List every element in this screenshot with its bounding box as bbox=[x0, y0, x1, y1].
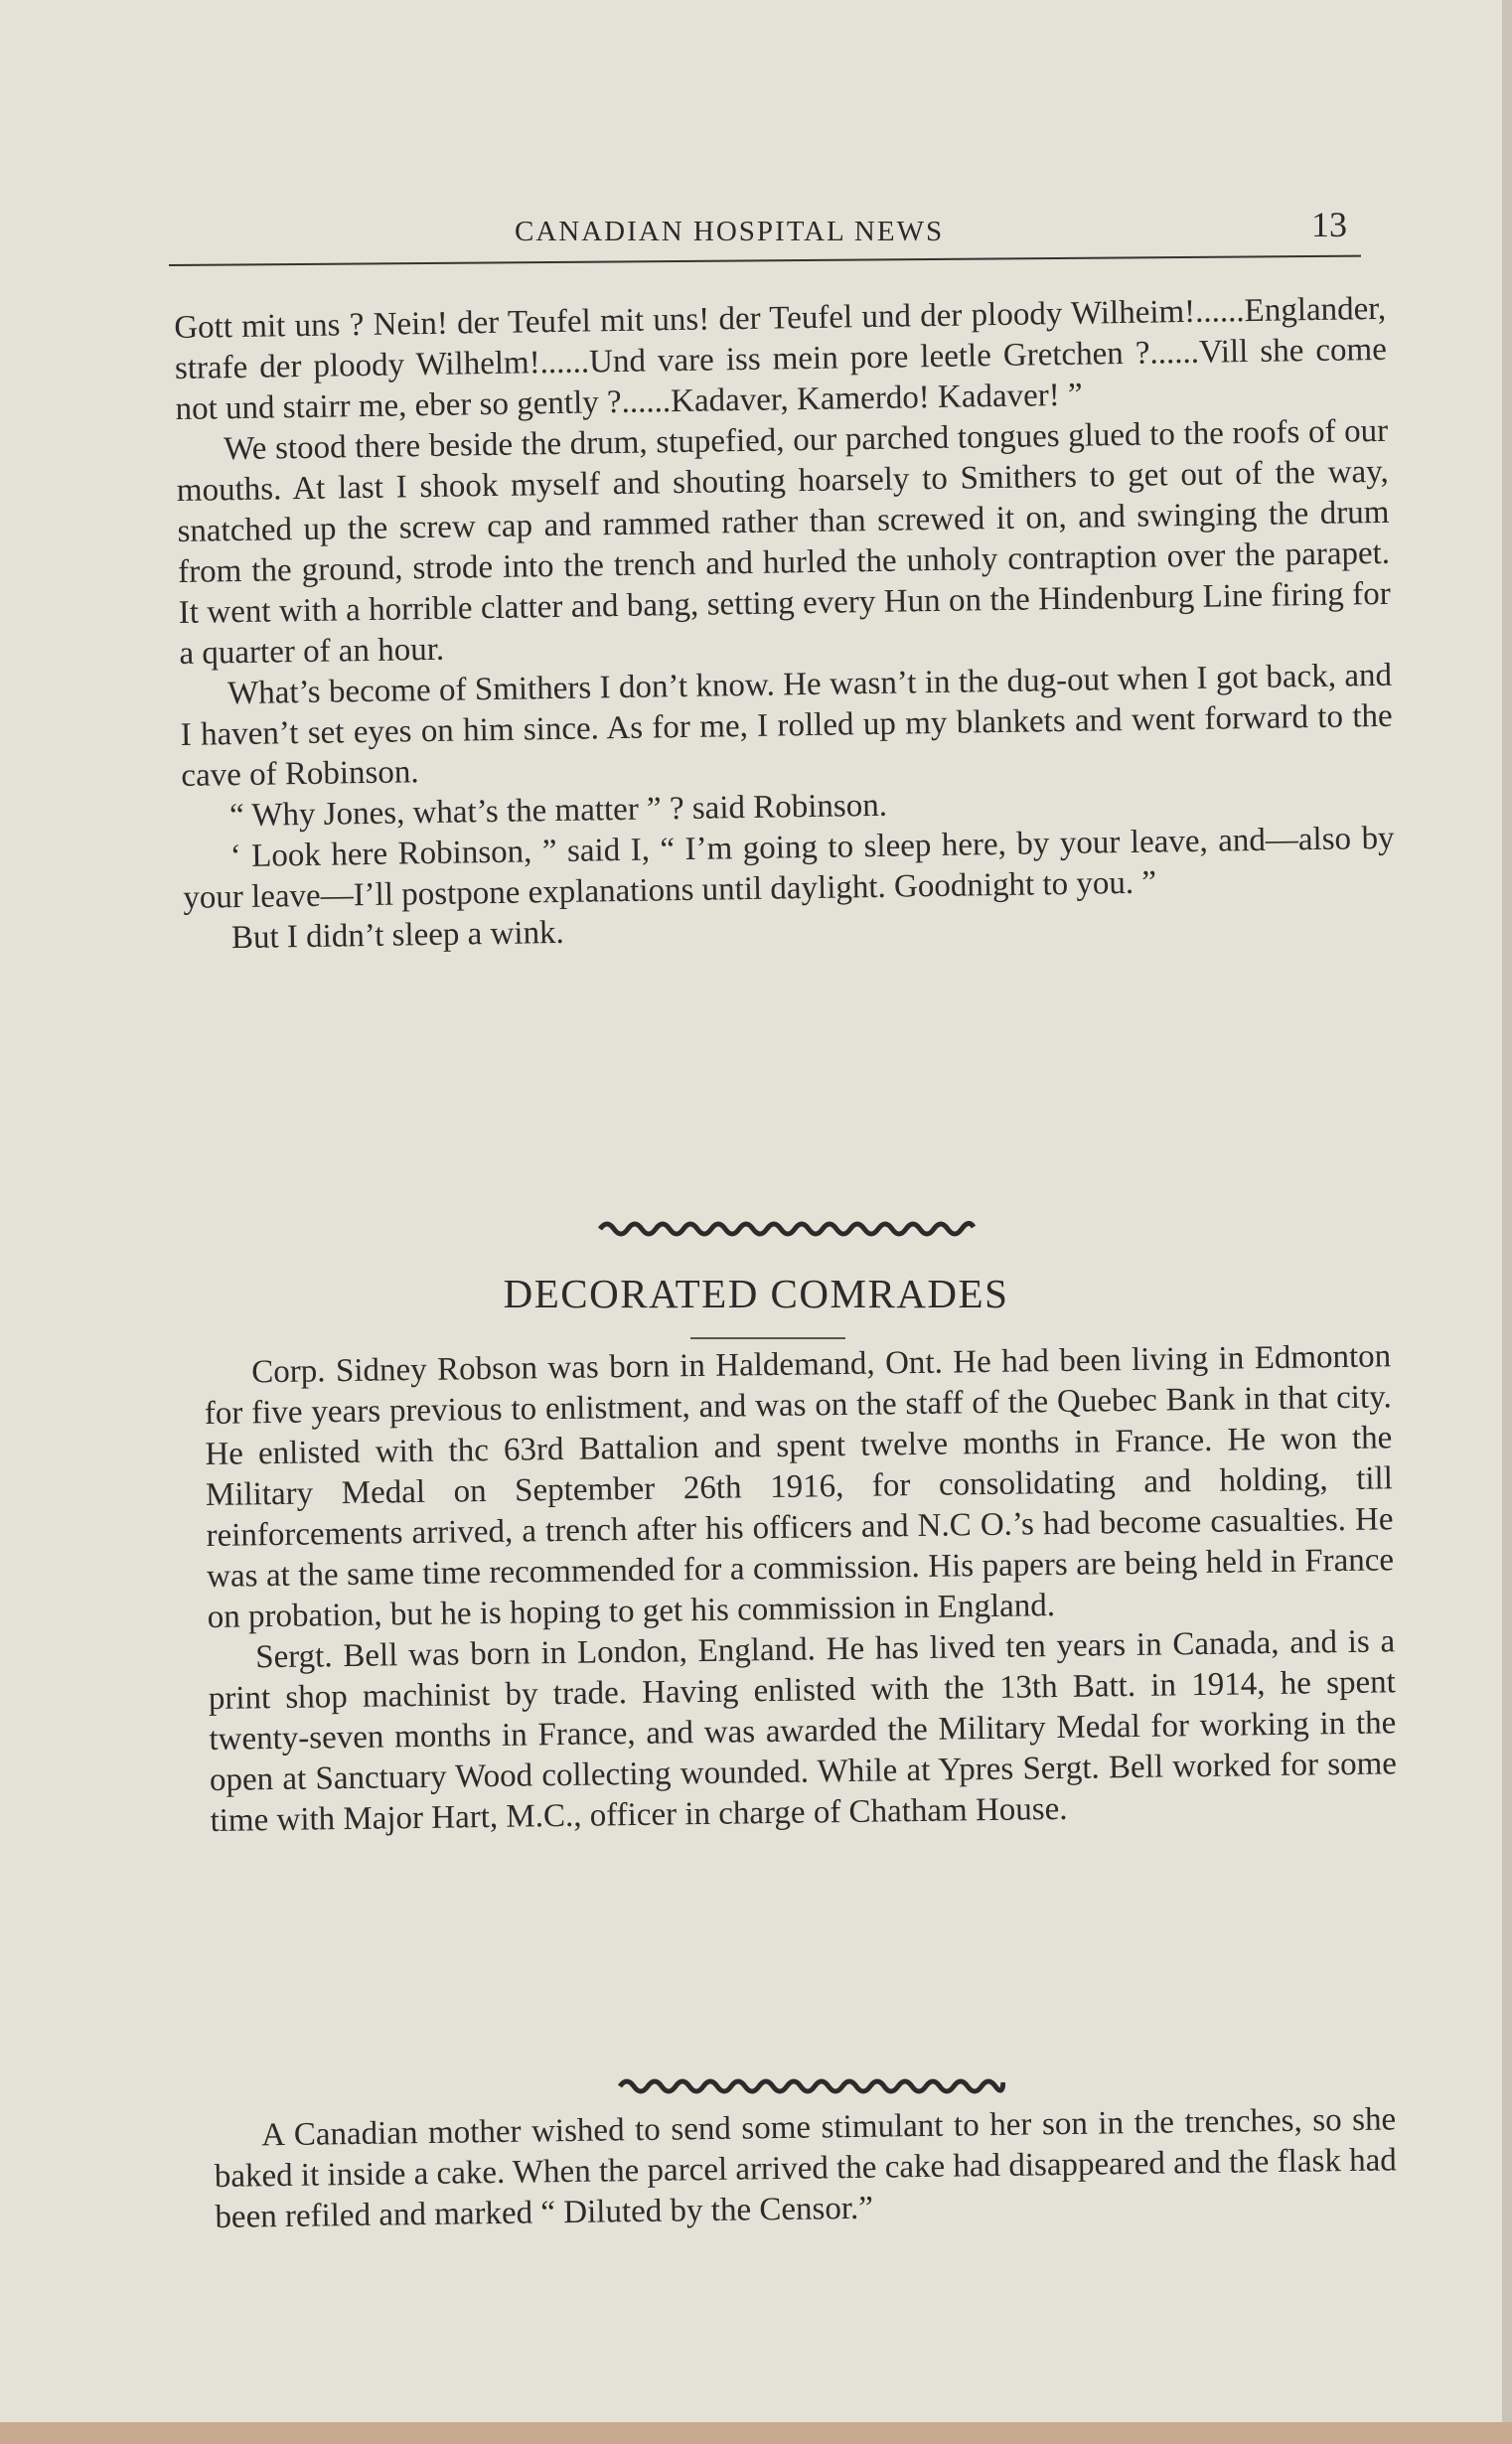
ornamental-divider bbox=[598, 1217, 976, 1237]
story-paragraph: ‘ Look here Robinson, ” said I, “ I’m going to sleep here, by your leave, and—also by your leave—I’ll postpone explanations until daylight. Goodnight to you. ” bbox=[183, 820, 1395, 916]
page-number: 13 bbox=[1311, 205, 1347, 244]
page-edge-right bbox=[1502, 0, 1512, 2444]
section-heading: DECORATED COMRADES bbox=[503, 1271, 1009, 1316]
story-continuation bbox=[174, 289, 1396, 960]
decorated-paragraph: Corp. Sidney Robson was born in Haldemand, Ont. He had been living in Edmonton for five years previous to enlistment, and was on the staff of the Quebec Bank in that city. He enlisted with thc 63rd Battalion and spent twelve months in France. He won the Military Medal on September 26th 1916, for consolidating and holding, till reinforcements arrived, a trench after his officers and N.C O.’s had become casualties. He was at the same time recommended for a commission. His papers are being held in France on probation, but he is hoping to get his commission in England. bbox=[204, 1338, 1395, 1635]
story-paragraph: Gott mit uns ? Nein! der Teufel mit uns! der Teufel und der ploody Wilheim!......Englander, strafe der ploody Wilhelm!......Und vare iss mein pore leetle Gretchen ?......Vill she come not und stairr me, eber so gently ?......Kadaver, Kamerdo! Kadaver! ” bbox=[174, 290, 1388, 427]
decorated-comrades-body bbox=[204, 1336, 1398, 1842]
story-paragraph: What’s become of Smithers I don’t know. He wasn’t in the dug-out when I got back, and I haven’t set eyes on him since. As for me, I rolled up my blankets and went forward to the cave of Robinson. bbox=[180, 657, 1393, 794]
heading-rule bbox=[690, 1337, 845, 1339]
story-paragraph: “ Why Jones, what’s the matter ” ? said Robinson. bbox=[228, 787, 888, 835]
page-edge-bottom bbox=[0, 2422, 1512, 2444]
running-header bbox=[169, 204, 1361, 263]
story-paragraph: We stood there beside the drum, stupefied, our parched tongues glued to the roofs of our mouths. At last I shook myself and shouting hoarsely to Smithers to get out of the way, snatched up the screw cap and rammed rather than screwed it on, and swinging the drum from the ground, strode into the trench and hurled the unholy contraption over the parapet. It went with a horrible clatter and bang, setting every Hun on the Hindenburg Line firing for a quarter of an hour. bbox=[176, 412, 1391, 672]
decorated-paragraph: Sergt. Bell was born in London, England. He has lived ten years in Canada, and is a print shop machinist by trade. Having enlisted with the 13th Batt. in 1914, he spent twenty-seven months in France, and was awarded the Military Medal for working in the open at Sanctuary Wood collecting wounded. While at Ypres Sergt. Bell worked for some time with Major Hart, M.C., officer in charge of Chatham House. bbox=[208, 1623, 1398, 1839]
anecdote-body bbox=[214, 2099, 1398, 2238]
story-paragraph: But I didn’t sleep a wink. bbox=[230, 914, 565, 957]
running-title: CANADIAN HOSPITAL NEWS bbox=[515, 216, 945, 247]
ornamental-divider bbox=[618, 2074, 1005, 2094]
anecdote-paragraph: A Canadian mother wished to send some stimulant to her son in the trenches, so she baked it inside a cake. When the parcel arrived the cake had disappeared and the flask had been refiled and marked “ Diluted by the Censor.” bbox=[214, 2101, 1397, 2235]
